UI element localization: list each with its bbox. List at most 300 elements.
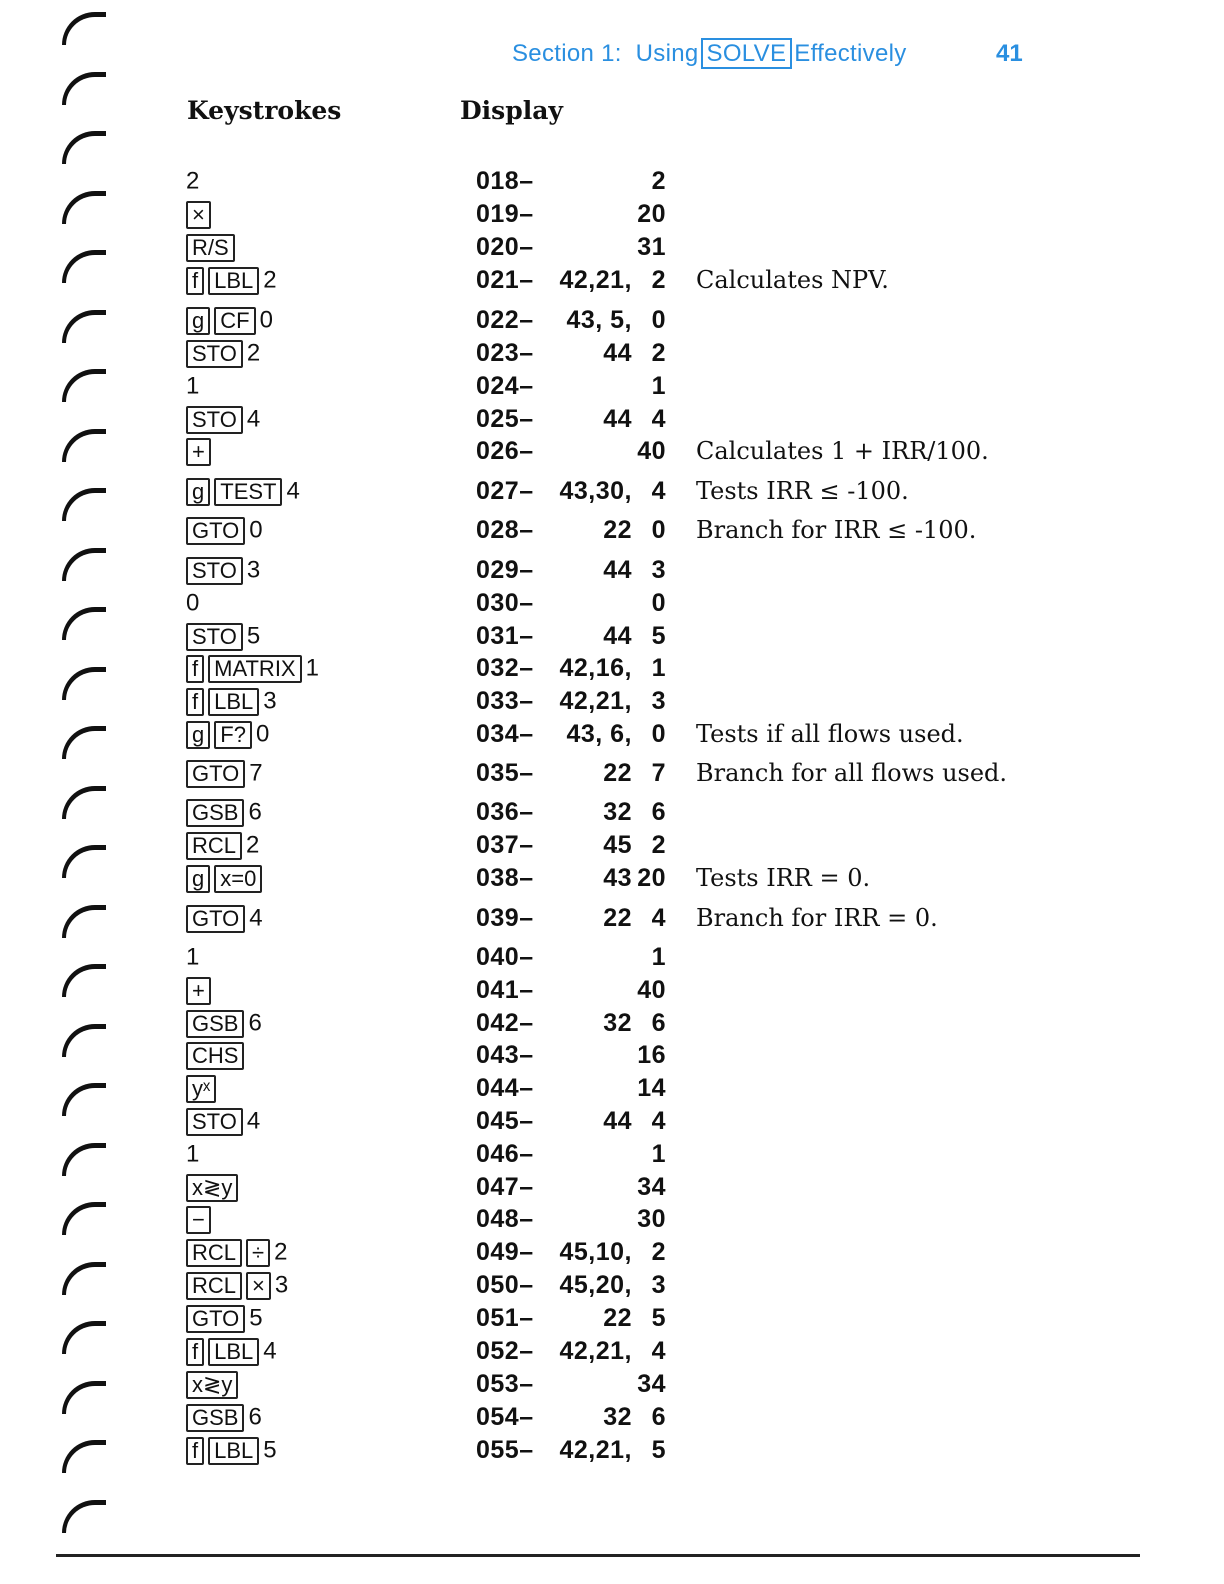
display-code <box>476 621 666 651</box>
step-address: 034– <box>476 720 534 748</box>
key-code-last: 0 <box>651 720 666 748</box>
key-digit: 1 <box>186 372 200 400</box>
key-code-last: 5 <box>651 1436 666 1464</box>
listing-row <box>0 265 1224 297</box>
comment: Tests if all flows used. <box>696 720 964 748</box>
calculator-key: GSB <box>186 1404 244 1432</box>
display-code <box>476 719 666 749</box>
comment: Branch for IRR = 0. <box>696 904 938 932</box>
display-heading: Display <box>460 96 563 125</box>
listing-row <box>0 1040 1224 1072</box>
calculator-key: RCL <box>186 1272 242 1300</box>
listing-row <box>0 515 1224 547</box>
key-code-last: 0 <box>651 516 666 544</box>
calculator-key: g <box>186 478 210 506</box>
key-code-last: 34 <box>637 1370 666 1398</box>
calculator-key: g <box>186 307 210 335</box>
key-code-last: 40 <box>637 976 666 1004</box>
keystrokes <box>186 199 215 229</box>
step-address: 036– <box>476 798 534 826</box>
step-address: 024– <box>476 372 534 400</box>
listing-row <box>0 588 1224 620</box>
calculator-key: x≷y <box>186 1174 238 1202</box>
key-code-last: 20 <box>637 864 666 892</box>
keystrokes <box>186 797 262 828</box>
step-address: 043– <box>476 1041 534 1069</box>
key-code: 44 <box>603 339 632 367</box>
listing-row <box>0 1139 1224 1171</box>
step-address: 025– <box>476 405 534 433</box>
display-code <box>476 232 666 262</box>
key-code-last: 31 <box>637 233 666 261</box>
key-code: 44 <box>603 556 632 584</box>
step-address: 041– <box>476 976 534 1004</box>
key-digit: 3 <box>274 1271 289 1299</box>
step-address: 018– <box>476 167 534 195</box>
step-address: 019– <box>476 200 534 228</box>
listing-row <box>0 338 1224 370</box>
calculator-key: GSB <box>186 799 244 827</box>
listing-row <box>0 975 1224 1007</box>
step-address: 047– <box>476 1173 534 1201</box>
listing-row <box>0 758 1224 790</box>
keystrokes <box>186 1073 220 1103</box>
listing-row <box>0 166 1224 198</box>
listing-row <box>0 404 1224 436</box>
key-digit: 6 <box>248 1009 262 1037</box>
key-code: 43, 6, <box>566 720 632 748</box>
keystrokes <box>186 1139 199 1170</box>
step-address: 050– <box>476 1271 534 1299</box>
keystrokes <box>186 588 199 619</box>
key-code: 22 <box>603 516 632 544</box>
step-address: 049– <box>476 1238 534 1266</box>
calculator-key: × <box>246 1272 271 1300</box>
keystrokes <box>186 1435 277 1466</box>
key-code-last: 40 <box>637 437 666 465</box>
listing-row <box>0 719 1224 751</box>
display-code <box>476 686 666 716</box>
calculator-key: f <box>186 1437 204 1465</box>
listing-row <box>0 232 1224 264</box>
listing-row <box>0 555 1224 587</box>
keystrokes <box>186 1008 262 1039</box>
listing-row <box>0 1237 1224 1269</box>
calculator-key: STO <box>186 406 243 434</box>
display-code <box>476 1369 666 1399</box>
display-code <box>476 653 666 683</box>
keystrokes <box>186 555 260 586</box>
key-code: 32 <box>603 1009 632 1037</box>
calculator-key: g <box>186 865 210 893</box>
display-code <box>476 588 666 618</box>
binding-ring-icon <box>62 131 106 164</box>
display-code <box>476 1040 666 1070</box>
comment: Tests IRR = 0. <box>696 864 871 892</box>
listing-row <box>0 1106 1224 1138</box>
display-code <box>476 1402 666 1432</box>
key-digit: 6 <box>248 798 262 826</box>
keystrokes <box>186 265 277 296</box>
key-digit: 0 <box>186 589 200 617</box>
keystrokes <box>186 1336 277 1367</box>
display-code <box>476 265 666 295</box>
key-code-last: 6 <box>651 1403 666 1431</box>
listing-row <box>0 621 1224 653</box>
keystrokes <box>186 719 269 750</box>
key-digit: 4 <box>263 1337 277 1365</box>
display-code <box>476 1237 666 1267</box>
key-code-last: 6 <box>651 1009 666 1037</box>
keystrokes <box>186 404 260 435</box>
key-digit: 3 <box>263 687 277 715</box>
key-code-last: 20 <box>637 200 666 228</box>
comment: Tests IRR ≤ -100. <box>696 477 909 505</box>
key-digit: 1 <box>186 943 200 971</box>
key-code-last: 2 <box>651 831 666 859</box>
key-code-last: 30 <box>637 1205 666 1233</box>
keystrokes <box>186 975 215 1005</box>
keystrokes <box>186 338 260 369</box>
calculator-key: LBL <box>208 688 259 716</box>
calculator-key: TEST <box>214 478 282 506</box>
key-code: 42,16, <box>559 654 632 682</box>
display-code <box>476 975 666 1005</box>
keystrokes <box>186 476 300 507</box>
step-address: 048– <box>476 1205 534 1233</box>
listing-row <box>0 1435 1224 1467</box>
key-code-last: 1 <box>651 654 666 682</box>
display-code <box>476 371 666 401</box>
key-code-last: 2 <box>651 339 666 367</box>
calculator-key: x≷y <box>186 1371 238 1399</box>
keystrokes <box>186 305 273 336</box>
listing-row <box>0 1303 1224 1335</box>
step-address: 028– <box>476 516 534 544</box>
calculator-key: GTO <box>186 517 245 545</box>
keystrokes <box>186 863 266 893</box>
keystrokes <box>186 371 199 402</box>
keystrokes <box>186 436 215 466</box>
keystrokes <box>186 758 263 789</box>
key-digit: 0 <box>255 720 270 748</box>
keystrokes <box>186 232 239 262</box>
listing-row <box>0 797 1224 829</box>
display-code <box>476 863 666 893</box>
keystrokes <box>186 1172 242 1202</box>
key-code: 32 <box>603 798 632 826</box>
keystrokes <box>186 942 199 973</box>
calculator-key: RCL <box>186 832 242 860</box>
step-address: 038– <box>476 864 534 892</box>
display-code <box>476 1172 666 1202</box>
display-code <box>476 1270 666 1300</box>
step-address: 029– <box>476 556 534 584</box>
key-code-last: 3 <box>651 556 666 584</box>
display-code <box>476 404 666 434</box>
key-digit: 2 <box>246 339 261 367</box>
calculator-key: STO <box>186 623 243 651</box>
key-code: 42,21, <box>559 1337 632 1365</box>
calculator-key: + <box>186 977 211 1005</box>
calculator-key: f <box>186 1338 204 1366</box>
listing-row <box>0 371 1224 403</box>
display-code <box>476 199 666 229</box>
key-code-last: 6 <box>651 798 666 826</box>
key-code-last: 1 <box>651 372 666 400</box>
display-code <box>476 1336 666 1366</box>
step-address: 051– <box>476 1304 534 1332</box>
calculator-key: f <box>186 655 204 683</box>
comment: Calculates NPV. <box>696 266 889 294</box>
listing-row <box>0 305 1224 337</box>
keystrokes <box>186 621 260 652</box>
bottom-rule <box>56 1554 1140 1557</box>
listing-row <box>0 1336 1224 1368</box>
display-code <box>476 515 666 545</box>
keystrokes <box>186 1040 248 1070</box>
calculator-key: STO <box>186 557 243 585</box>
key-code-last: 1 <box>651 1140 666 1168</box>
key-code: 22 <box>603 904 632 932</box>
key-code-last: 2 <box>651 167 666 195</box>
key-digit: 2 <box>274 1238 288 1266</box>
key-code: 42,21, <box>559 266 632 294</box>
keystrokes <box>186 1237 287 1268</box>
keystrokes <box>186 686 277 717</box>
section-label: Section 1: <box>512 40 622 67</box>
display-code <box>476 942 666 972</box>
key-code-last: 0 <box>651 589 666 617</box>
comment: Branch for IRR ≤ -100. <box>696 516 977 544</box>
keystrokes-heading: Keystrokes <box>187 96 342 125</box>
comment: Calculates 1 + IRR/100. <box>696 437 989 465</box>
calculator-key: GSB <box>186 1010 244 1038</box>
key-code-last: 4 <box>651 1337 666 1365</box>
key-code-last: 2 <box>651 1238 666 1266</box>
comment: Branch for all flows used. <box>696 759 1008 787</box>
listing-row <box>0 1073 1224 1105</box>
display-code <box>476 1435 666 1465</box>
keystrokes <box>186 515 263 546</box>
key-code-last: 4 <box>651 1107 666 1135</box>
calculator-key: LBL <box>208 267 259 295</box>
display-code <box>476 758 666 788</box>
listing-row <box>0 436 1224 468</box>
key-code-last: 4 <box>651 904 666 932</box>
key-code: 43,30, <box>559 477 632 505</box>
key-code-last: 3 <box>651 1271 666 1299</box>
key-digit: 4 <box>249 904 263 932</box>
step-address: 030– <box>476 589 534 617</box>
step-address: 054– <box>476 1403 534 1431</box>
display-code <box>476 555 666 585</box>
key-digit: 1 <box>186 1140 200 1168</box>
key-digit: 5 <box>249 1304 263 1332</box>
listing-row <box>0 942 1224 974</box>
keystrokes <box>186 1270 288 1301</box>
calculator-key: RCL <box>186 1239 242 1267</box>
calculator-key: GTO <box>186 760 245 788</box>
step-address: 046– <box>476 1140 534 1168</box>
key-digit: 6 <box>248 1403 262 1431</box>
step-address: 052– <box>476 1337 534 1365</box>
key-code: 22 <box>603 1304 632 1332</box>
calculator-key: F? <box>214 721 252 749</box>
step-address: 027– <box>476 477 534 505</box>
calculator-key: STO <box>186 1108 243 1136</box>
step-address: 045– <box>476 1107 534 1135</box>
step-address: 033– <box>476 687 534 715</box>
step-address: 032– <box>476 654 534 682</box>
step-address: 023– <box>476 339 534 367</box>
display-code <box>476 338 666 368</box>
keystrokes <box>186 653 319 684</box>
display-code <box>476 1139 666 1169</box>
keystrokes <box>186 1204 215 1234</box>
step-address: 053– <box>476 1370 534 1398</box>
key-code-last: 14 <box>637 1074 666 1102</box>
key-code-last: 3 <box>651 687 666 715</box>
key-digit: 3 <box>246 556 261 584</box>
binding-ring-icon <box>62 72 106 105</box>
keystrokes <box>186 1303 263 1334</box>
step-address: 022– <box>476 306 534 334</box>
page-number: 41 <box>996 40 1023 67</box>
step-address: 026– <box>476 437 534 465</box>
calculator-key: R/S <box>186 234 235 262</box>
key-code-last: 7 <box>651 759 666 787</box>
calculator-key: GTO <box>186 905 245 933</box>
calculator-key: CF <box>214 307 255 335</box>
calculator-key: GTO <box>186 1305 245 1333</box>
listing-row <box>0 1204 1224 1236</box>
listing-row <box>0 199 1224 231</box>
display-code <box>476 305 666 335</box>
calculator-key: − <box>186 1206 211 1234</box>
key-digit: 4 <box>246 405 261 433</box>
solve-key: SOLVE <box>701 38 793 69</box>
step-address: 040– <box>476 943 534 971</box>
calculator-key: yˣ <box>186 1075 216 1103</box>
keystrokes <box>186 830 259 861</box>
keystrokes <box>186 166 199 197</box>
key-code: 42,21, <box>559 1436 632 1464</box>
key-code-last: 2 <box>651 266 666 294</box>
key-digit: 2 <box>186 167 200 195</box>
display-code <box>476 797 666 827</box>
key-code: 43, 5, <box>566 306 632 334</box>
key-code: 42,21, <box>559 687 632 715</box>
key-digit: 1 <box>305 654 319 682</box>
key-code-last: 1 <box>651 943 666 971</box>
binding-ring-icon <box>62 1500 106 1533</box>
key-digit: 7 <box>249 759 263 787</box>
step-address: 020– <box>476 233 534 261</box>
listing-row <box>0 686 1224 718</box>
step-address: 031– <box>476 622 534 650</box>
keystrokes <box>186 1369 242 1399</box>
listing-row <box>0 1008 1224 1040</box>
display-code <box>476 436 666 466</box>
key-code: 22 <box>603 759 632 787</box>
calculator-key: LBL <box>208 1437 259 1465</box>
listing-row <box>0 1270 1224 1302</box>
display-code <box>476 903 666 933</box>
listing-row <box>0 863 1224 895</box>
keystrokes <box>186 1402 262 1433</box>
key-digit: 0 <box>259 306 273 334</box>
key-code: 45 <box>603 831 632 859</box>
step-address: 037– <box>476 831 534 859</box>
listing-row <box>0 830 1224 862</box>
calculator-key: f <box>186 688 204 716</box>
step-address: 055– <box>476 1436 534 1464</box>
keystrokes <box>186 1106 260 1137</box>
listing-row <box>0 1369 1224 1401</box>
key-code: 45,20, <box>559 1271 632 1299</box>
step-address: 044– <box>476 1074 534 1102</box>
display-code <box>476 476 666 506</box>
key-code-last: 0 <box>651 306 666 334</box>
step-address: 039– <box>476 904 534 932</box>
using-label: Using <box>635 40 699 67</box>
display-code <box>476 1008 666 1038</box>
listing-row <box>0 1172 1224 1204</box>
key-digit: 2 <box>246 831 260 859</box>
key-digit: 2 <box>263 266 277 294</box>
display-code <box>476 166 666 196</box>
calculator-key: ÷ <box>246 1239 270 1267</box>
key-digit: 4 <box>286 477 300 505</box>
calculator-key: g <box>186 721 210 749</box>
display-code <box>476 1204 666 1234</box>
key-code: 32 <box>603 1403 632 1431</box>
step-address: 021– <box>476 266 534 294</box>
key-code: 44 <box>603 405 632 433</box>
running-header <box>512 40 907 68</box>
calculator-key: f <box>186 267 204 295</box>
listing-row <box>0 1402 1224 1434</box>
key-digit: 5 <box>263 1436 277 1464</box>
calculator-key: x=0 <box>214 865 262 893</box>
key-code: 44 <box>603 622 632 650</box>
listing-row <box>0 903 1224 935</box>
key-code-last: 34 <box>637 1173 666 1201</box>
listing-row <box>0 476 1224 508</box>
display-code <box>476 1106 666 1136</box>
step-address: 042– <box>476 1009 534 1037</box>
key-code: 44 <box>603 1107 632 1135</box>
key-code-last: 16 <box>637 1041 666 1069</box>
key-digit: 4 <box>246 1107 261 1135</box>
display-code <box>476 1303 666 1333</box>
calculator-key: + <box>186 438 211 466</box>
key-code: 43 <box>603 864 632 892</box>
effectively-label: Effectively <box>794 40 907 67</box>
keystrokes <box>186 903 263 934</box>
display-code <box>476 1073 666 1103</box>
key-code-last: 4 <box>651 405 666 433</box>
step-address: 035– <box>476 759 534 787</box>
calculator-key: CHS <box>186 1042 244 1070</box>
calculator-key: STO <box>186 340 243 368</box>
key-code-last: 4 <box>651 477 666 505</box>
key-code: 45,10, <box>559 1238 632 1266</box>
calculator-key: LBL <box>208 1338 259 1366</box>
calculator-key: × <box>186 201 211 229</box>
key-code-last: 5 <box>651 1304 666 1332</box>
